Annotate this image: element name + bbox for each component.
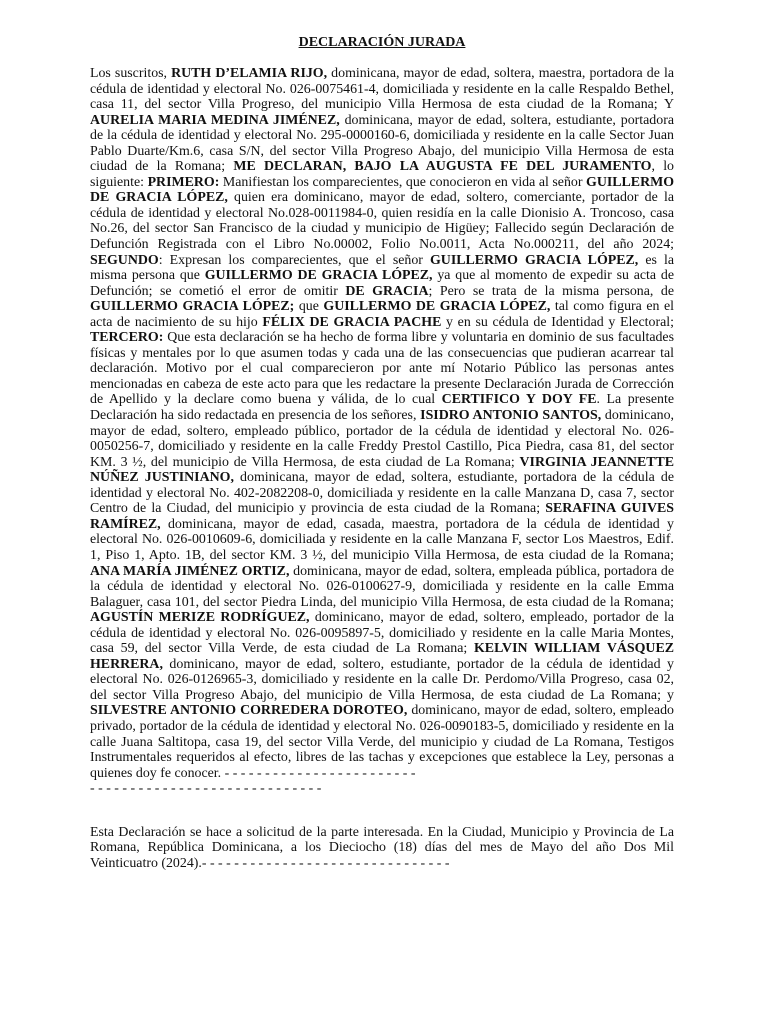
dash-line: - - - - - - - - - - - - - - - - - - - - - - - - - - - - - (90, 781, 322, 797)
bold-text-segment: ME DECLARAN, BAJO LA AUGUSTA FE DEL JURAMENTO (233, 159, 652, 175)
text-segment: dominicana, mayor de edad, soltera, estudiante, portadora de la cédula de identidad y electoral No. 402-2082208-0, domiciliada y residente en la calle Manzana D, casa 7, sector Centro de la Ciudad, del municipio y provincia de esta ciudad de la Romana; (90, 470, 675, 517)
bold-text-segment: DE GRACIA (345, 283, 429, 299)
bold-text-segment: AGUSTÍN MERIZE RODRÍGUEZ, (90, 610, 310, 626)
bold-text-segment: ANA MARÍA JIMÉNEZ ORTIZ, (90, 563, 290, 579)
bold-text-segment: TERCERO: (90, 330, 164, 346)
text-segment: dominicana, mayor de edad, soltera, empleada pública, portadora de la cédula de identidad y electoral No. 026-0100627-9, domiciliada y residente en la calle Emma Balaguer, casa 101, del sector Piedra Linda, del municipio Villa Hermosa, de esta ciudad de la Romana; (90, 563, 674, 610)
text-segment: quien era dominicano, mayor de edad, soltero, comerciante, portador de la cédula de identidad y electoral No.028-0011984-0, quien residía en la calle Dionisio A. Troncoso, casa No.26, del sector San Francisco de la ciudad y municipio de Higüey; Fallecido según Declaración de Defunción Registrada con el Libro No.00002, Folio No.0011, Acta No.000211, del año 2024; (90, 190, 674, 253)
text-segment: que (294, 299, 324, 315)
text-segment: dominicana, mayor de edad, soltera, estudiante, portadora de la cédula de identidad y electoral No. 295-0000160-6, domiciliada y residente en la calle Sector Juan Pablo Duarte/Km.6, casa S/N, del sector Villa Progreso Abajo, del municipio Villa Hermosa de esta ciudad de la Romana; (90, 112, 674, 175)
text-segment: Los suscritos, (90, 66, 172, 81)
bold-text-segment: GUILLERMO DE GRACIA LÓPEZ, (204, 268, 433, 284)
text-segment: dominicano, mayor de edad, soltero, estudiante, portador de la cédula de identidad y electoral No. 026-0126965-3, domiciliado y residente en la calle Dr. Perdomo/Villa Progreso, casa 02, del sector Villa Progreso Abajo, del municipio de Villa Hermosa, de esta ciudad de La Romana; y (90, 656, 674, 703)
bold-text-segment: GUILLERMO DE GRACIA LÓPEZ, (90, 174, 675, 206)
document-title: DECLARACIÓN JURADA (298, 35, 466, 50)
bold-text-segment: SERAFINA GUIVES RAMÍREZ, (90, 501, 674, 532)
text-segment: dominicano, mayor de edad, soltero, empleado público, portador de la cédula de identidad y electoral No. 026-0050256-7, domiciliado y residente en la calle Freddy Prestol Castillo, Pica Piedra, casa 81, del sector KM. 3 ½, del municipio de Villa Hermosa, de esta ciudad de La Romana; (90, 408, 674, 470)
bold-text-segment: PRIMERO: (147, 174, 220, 190)
bold-text-segment: VIRGINIA JEANNETTE NÚÑEZ JUSTINIANO, (90, 454, 675, 486)
text-segment: ; Pero se trata de la misma persona, de (428, 283, 674, 299)
text-segment: dominicano, mayor de edad, soltero, empleado, portador de la cédula de identidad y electoral No. 026-0095897-5, domiciliado y residente en la calle Maria Montes, casa 59, del sector Villa Verde, de esta ciudad de La Romana; (90, 610, 674, 657)
bold-text-segment: SEGUNDO (90, 252, 159, 268)
bold-text-segment: KELVIN WILLIAM VÁSQUEZ HERRERA, (90, 641, 674, 672)
bold-text-segment: GUILLERMO GRACIA LÓPEZ, (429, 252, 639, 268)
text-segment: y en su cédula de Identidad y Electoral; (441, 314, 674, 330)
bold-text-segment: RUTH D’ELAMIA RIJO, (171, 66, 328, 81)
bold-text-segment: FÉLIX DE GRACIA PACHE (262, 314, 442, 330)
bold-text-segment: AURELIA MARIA MEDINA JIMÉNEZ, (90, 112, 340, 128)
text-segment: dominicano, mayor de edad, soltero, empleado privado, portador de la cédula de identidad y electoral No. 026-0090183-5, domiciliado y residente en la calle Juana Saltitopa, casa 19, del sector Villa Verde, del municipio y ciudad de La Romana, Testigos Instrumentales requeridos al efecto, libres de las tachas y excepciones que establece la Ley, personas a quienes doy fe conocer. - - - - - - - - - - - - - - - - - - - - - - - - (90, 703, 674, 781)
bold-text-segment: ISIDRO ANTONIO SANTOS, (420, 408, 602, 424)
declaration-body-dashes (90, 781, 674, 797)
text-segment: tal como figura en el acta de nacimiento de su hijo (90, 299, 674, 330)
text-segment: . La presente Declaración ha sido redactada en presencia de los señores, (90, 392, 674, 424)
text-segment: ya que al momento de expedir su acta de Defunción; se cometió el error de omitir (90, 268, 674, 299)
text-segment: Que esta declaración se ha hecho de forma libre y voluntaria en dominio de sus facultades físicas y mentales por lo que asumen todas y cada una de las consecuencias que pudieran acarrear tal declaración. Motivo por el cual comparecieron por ante mí Notario Público las personas antes mencionadas en cabeza de este acto para que les redactare la presente Declaración Jurada de Corrección de Apellido y la declare como buena y válida, de lo cual (90, 330, 674, 408)
closing-paragraph: Esta Declaración se hace a solicitud de la parte interesada. En la Ciudad, Municipio y Provincia de La Romana, República Dominicana, a los Dieciocho (18) días del mes de Mayo del año Dos Mil Veinticuatro (2024).- - - - - - - - - - - - - - - - - - - - - - - - - - - - - - - (90, 824, 674, 871)
text-segment: Manifiestan los comparecientes, que conocieron en vida al señor (219, 174, 587, 190)
text-segment: dominicana, mayor de edad, casada, maestra, portadora de la cédula de identidad y electoral No. 026-0010609-6, domiciliada y residente en la calle Manzana F, sector Los Maestros, Edif. 1, Piso 1, Apto. 1B, del sector KM. 3 ½, del municipio Villa Hermosa, de esta ciudad de la Romana; (90, 516, 674, 563)
bold-text-segment: GUILLERMO DE GRACIA LÓPEZ, (323, 299, 551, 315)
text-segment: , lo siguiente: (90, 159, 675, 190)
text-segment: es la misma persona que (90, 252, 674, 284)
bold-text-segment: CERTIFICO Y DOY FE (441, 392, 597, 408)
text-segment: dominicana, mayor de edad, soltera, maestra, portadora de la cédula de identidad y electoral No. 026-0075461-4, domiciliada y residente en la calle Respaldo Bethel, casa 11, del sector Villa Progreso, del municipio Villa Hermosa de esta ciudad de la Romana; Y (90, 66, 674, 113)
bold-text-segment: GUILLERMO GRACIA LÓPEZ; (90, 299, 295, 315)
declaration-body-paragraph (90, 66, 674, 781)
bold-text-segment: SILVESTRE ANTONIO CORREDERA DOROTEO, (90, 703, 408, 719)
text-segment: : Expresan los comparecientes, que el señor (158, 252, 430, 268)
